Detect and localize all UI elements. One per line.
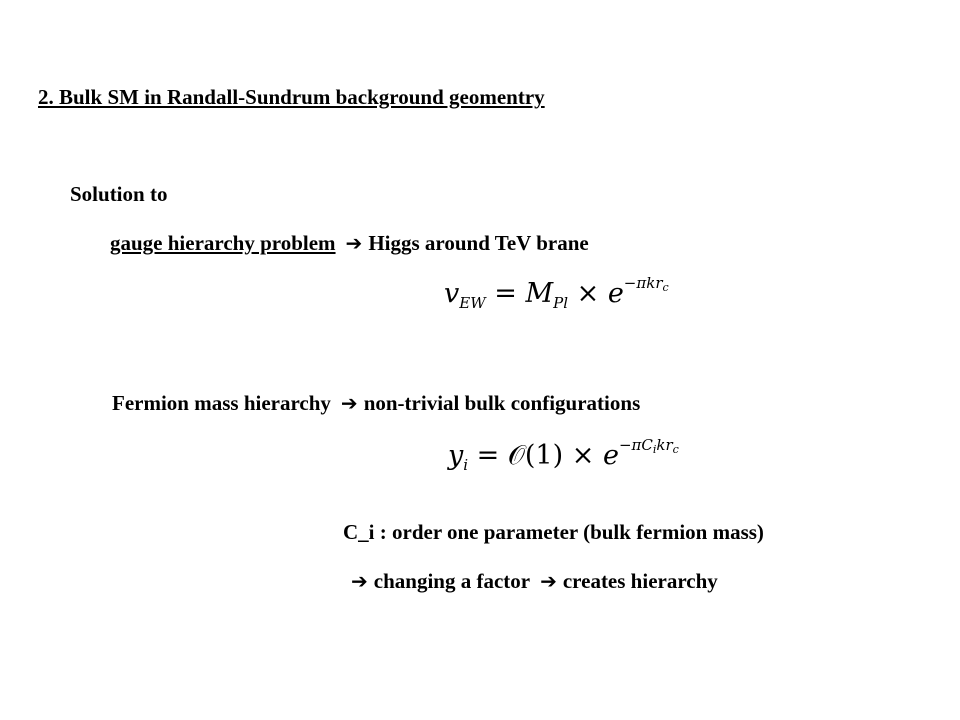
gauge-hierarchy-line bbox=[110, 233, 589, 254]
eq1-rhs-sub: Pl bbox=[553, 294, 568, 312]
eq1-rhs-var: M bbox=[525, 278, 554, 309]
eq2-base: e bbox=[602, 440, 619, 471]
right-arrow-icon: ➔ bbox=[340, 391, 358, 415]
eq2-lhs-sub: i bbox=[463, 456, 469, 474]
changing-factor-text: changing a factor bbox=[373, 569, 531, 593]
eq2-exponent-a: −πC bbox=[618, 436, 653, 454]
right-arrow-icon: ➔ bbox=[351, 569, 368, 593]
eq1-exponent-sub: c bbox=[662, 281, 669, 294]
eq2-order-one: 𝒪(1) bbox=[507, 440, 564, 471]
gauge-problem-text: gauge hierarchy problem bbox=[110, 231, 336, 255]
eq1-exponent: −πkr bbox=[623, 274, 663, 292]
gauge-result-text: Higgs around TeV brane bbox=[368, 231, 589, 255]
eq2-times: × bbox=[571, 440, 595, 471]
higgs-vev-equation bbox=[444, 276, 669, 311]
eq1-base: e bbox=[607, 278, 624, 309]
fermion-hierarchy-line bbox=[112, 393, 640, 414]
eq2-exponent-a-sub: i bbox=[652, 443, 657, 456]
fermion-problem-text: Fermion mass hierarchy bbox=[112, 391, 331, 415]
fermion-result-text: non-trivial bulk configurations bbox=[363, 391, 641, 415]
yukawa-equation bbox=[448, 438, 679, 473]
eq2-equals: = bbox=[476, 440, 500, 471]
eq1-lhs-sub: EW bbox=[459, 294, 486, 312]
eq2-lhs-var: y bbox=[448, 440, 464, 471]
right-arrow-icon: ➔ bbox=[345, 231, 363, 255]
right-arrow-icon: ➔ bbox=[540, 569, 557, 593]
eq1-times: × bbox=[576, 278, 600, 309]
eq1-equals: = bbox=[494, 278, 517, 309]
eq1-lhs-var: v bbox=[444, 278, 460, 309]
creates-hierarchy-text: creates hierarchy bbox=[562, 569, 718, 593]
eq2-exponent-b: kr bbox=[656, 436, 673, 454]
slide-title: 2. Bulk SM in Randall-Sundrum background geomentry bbox=[38, 85, 545, 109]
eq2-exponent-b-sub: c bbox=[672, 443, 679, 456]
solution-label: Solution to bbox=[70, 182, 168, 206]
ci-note: C_i : order one parameter (bulk fermion mass) bbox=[343, 520, 764, 544]
changing-factor-line bbox=[343, 571, 718, 592]
